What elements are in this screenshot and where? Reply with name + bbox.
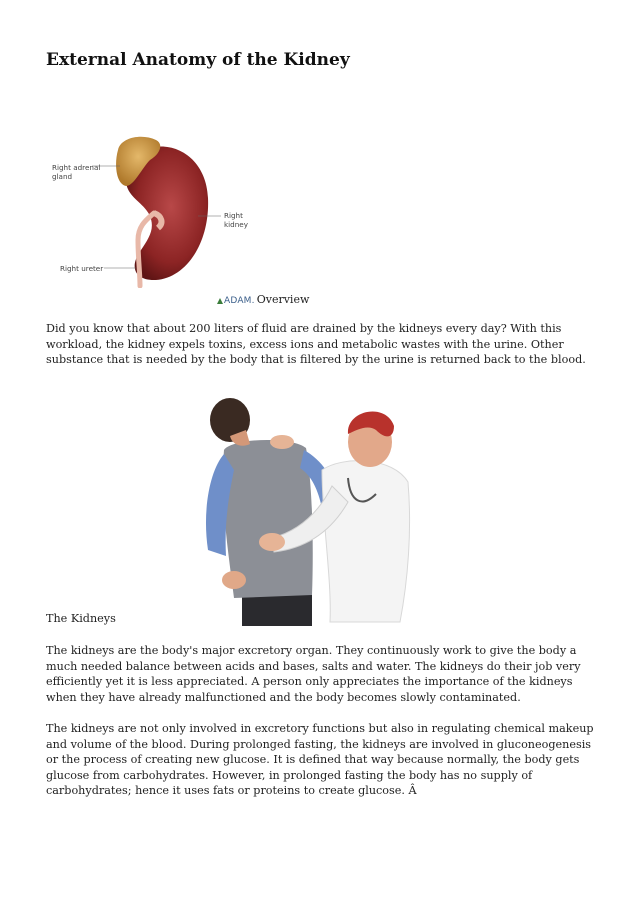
label-right-ureter: Right ureter — [60, 264, 104, 273]
adam-logo: ADAM. — [216, 296, 255, 306]
svg-text:Right adrenal gland: Right adrenal gland — [52, 163, 101, 181]
svg-text:Right kidney: Right kidney — [224, 211, 248, 229]
section-heading-kidneys: The Kidneys — [46, 612, 116, 625]
paragraph-intro: Did you know that about 200 liters of fluid are drained by the kidneys every day? With this workload, the kidney expels toxins, excess ions and metabolic wastes with the urine. Other substance that is needed by the body that is filtered by the urine is returned back to the blood. — [46, 322, 586, 366]
figure-caption: Overview — [256, 293, 310, 306]
figure-caption-row — [216, 292, 309, 306]
adam-logo-icon — [216, 297, 224, 305]
paragraph-kidneys-2: The kidneys are not only involved in excretory functions but also in regulating chemical makeup and volume of the blood. During prolonged fasting, the kidneys are involved in gluconeogenesis or the process of creating new glucose. It is defined that way because normally, the body gets glucose from carbohydrates. However, in prolonged fasting the body has no supply of carbohydrates; hence it uses fats or proteins to create glucose. Â — [46, 722, 594, 797]
kidney-anatomy-illustration — [46, 128, 276, 288]
page-title: External Anatomy of the Kidney — [46, 50, 350, 70]
doctor-patient-photo — [172, 390, 418, 626]
label-right-kidney: Right — [224, 211, 243, 220]
paragraph-kidneys-1: The kidneys are the body's major excretory organ. They continuously work to give the body a much needed balance between acids and bases, salts and water. The kidneys do their job very efficiently yet it is less appreciated. A person only appreciates the importance of the kidneys when they have already malfunctioned and the body becomes slowly contaminated. — [46, 644, 581, 704]
label-right-adrenal-gland: Right adrenal — [52, 163, 101, 172]
